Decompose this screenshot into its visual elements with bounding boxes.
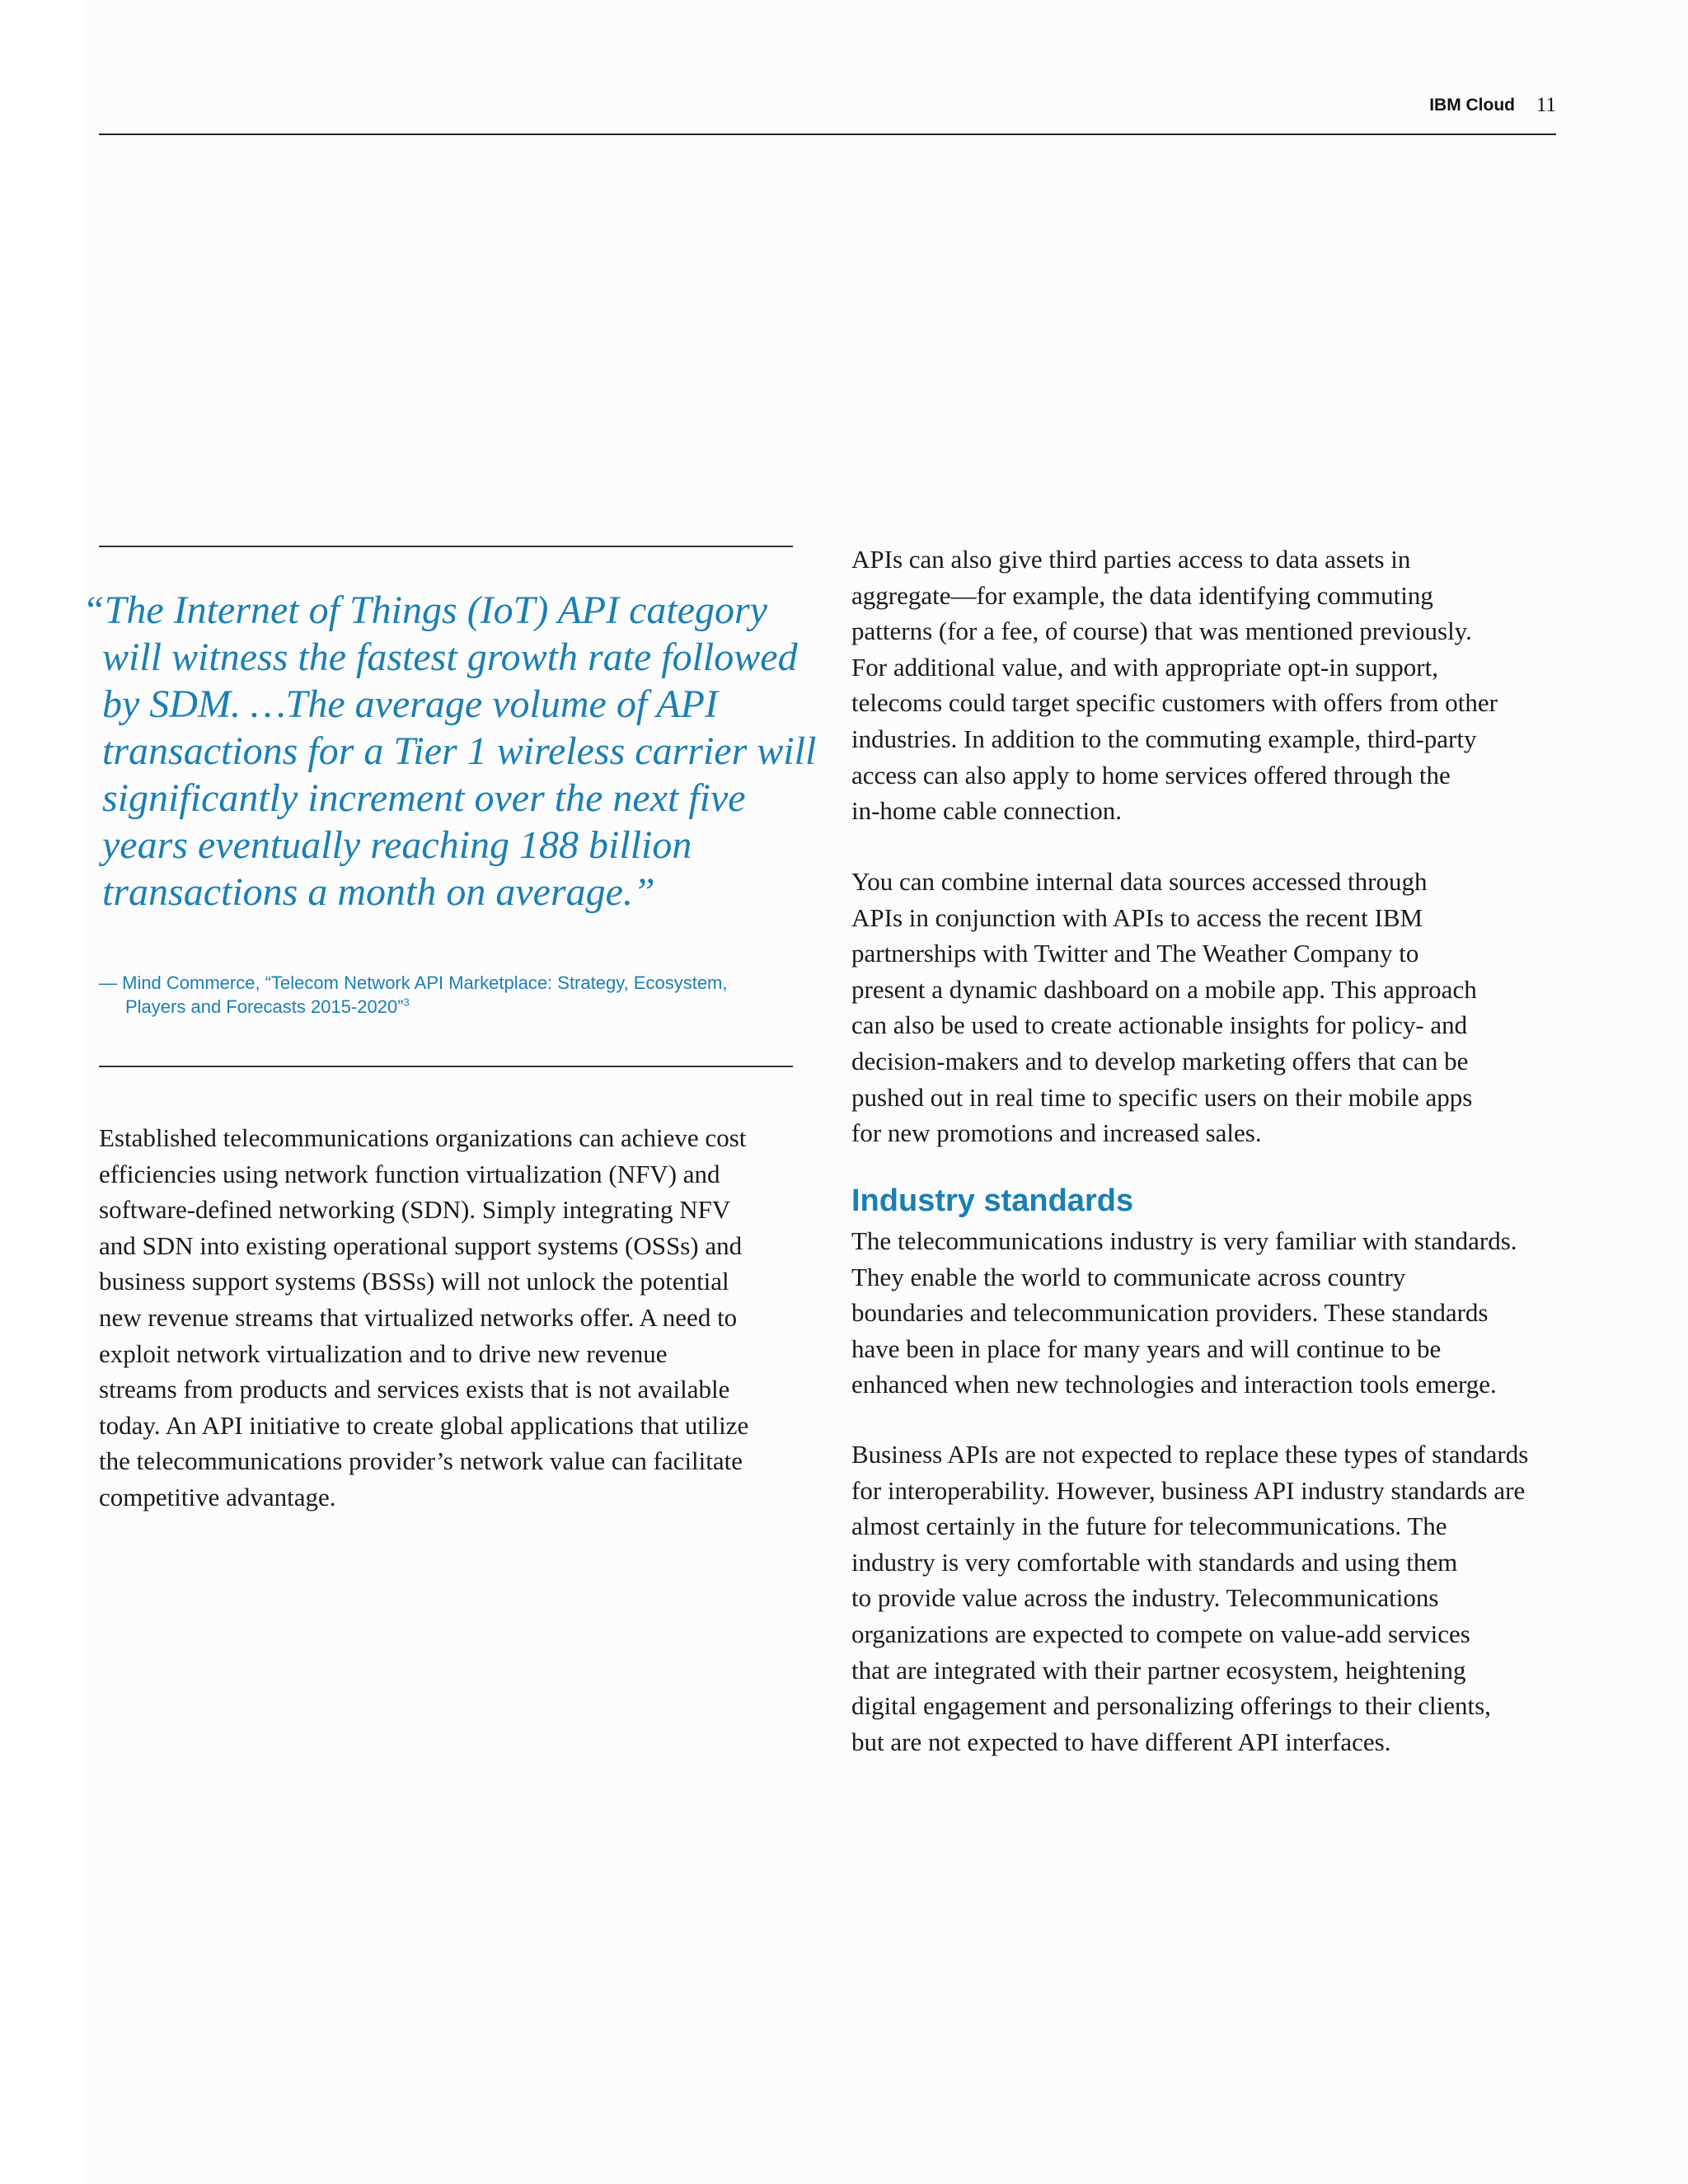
text-line: industry is very comfortable with standards and using them [851, 1547, 1458, 1577]
text-line: efficiencies using network function virtualization (NFV) and [99, 1159, 720, 1188]
quote-line: transactions for a Tier 1 wireless carrier will [102, 729, 817, 773]
text-line: The telecommunications industry is very familiar with standards. [851, 1226, 1517, 1255]
page-header [99, 92, 1556, 135]
quote-bottom-rule [99, 1066, 793, 1067]
attribution-text: Players and Forecasts 2015-2020” [125, 996, 404, 1017]
text-line: APIs can also give third parties access to data assets in [851, 545, 1411, 574]
text-line: exploit network virtualization and to drive new revenue [99, 1338, 668, 1368]
text-line: for new promotions and increased sales. [851, 1118, 1262, 1148]
text-line: the telecommunications provider’s network value can facilitate [99, 1446, 743, 1476]
text-line: and SDN into existing operational support systems (OSSs) and [99, 1230, 743, 1260]
text-line: For additional value, and with appropriate opt-in support, [851, 652, 1438, 682]
section-heading: Industry standards [851, 1183, 1134, 1218]
text-line: telecoms could target specific customers with offers from other [851, 688, 1498, 718]
attribution-line: — Mind Commerce, “Telecom Network API Marketplace: Strategy, Ecosystem, [99, 972, 728, 993]
attribution-line [99, 995, 758, 1019]
quote-line: years eventually reaching 188 billion [102, 823, 692, 867]
text-line: business support systems (BSSs) will not unlock the potential [99, 1267, 729, 1296]
text-line: They enable the world to communicate across country [851, 1262, 1406, 1291]
text-line: aggregate—for example, the data identifying commuting [851, 580, 1433, 610]
text-line: enhanced when new technologies and interaction tools emerge. [851, 1370, 1497, 1399]
quote-line: “The Internet of Things (IoT) API category [82, 588, 768, 632]
quote-line: transactions a month on average.” [102, 870, 655, 914]
text-line: have been in place for many years and will continue to be [851, 1333, 1442, 1363]
footnote-marker: 3 [403, 996, 410, 1009]
text-line: partnerships with Twitter and The Weather Company to [851, 939, 1419, 968]
quote-line: will witness the fastest growth rate followed [102, 635, 798, 679]
text-line: but are not expected to have different API interfaces. [851, 1727, 1391, 1756]
left-paragraph [99, 1120, 824, 1516]
text-line: software-defined networking (SDN). Simply integrating NFV [99, 1195, 731, 1225]
text-line: access can also apply to home services offered through the [851, 760, 1451, 790]
text-line: to provide value across the industry. Telecommunications [851, 1583, 1439, 1613]
page-number: 11 [1536, 94, 1556, 116]
text-line: streams from products and services exists that is not available [99, 1375, 730, 1404]
text-line: competitive advantage. [99, 1482, 336, 1511]
text-line: Business APIs are not expected to replace these types of standards [851, 1440, 1529, 1469]
text-line: organizations are expected to compete on value-add services [851, 1619, 1470, 1648]
text-line: industries. In addition to the commuting example, third-party [851, 724, 1477, 753]
right-paragraph-1 [851, 541, 1577, 829]
text-line: in-home cable connection. [851, 796, 1122, 826]
text-line: Established telecommunications organizations can achieve cost [99, 1123, 747, 1152]
quote-line: by SDM. …The average volume of API [102, 682, 718, 726]
quote-line: significantly increment over the next five [102, 776, 746, 820]
quote-top-rule [99, 546, 793, 547]
text-line: pushed out in real time to specific users on their mobile apps [851, 1082, 1473, 1112]
text-line: almost certainly in the future for telecommunications. The [851, 1511, 1447, 1541]
text-line: new revenue streams that virtualized networks offer. A need to [99, 1302, 738, 1332]
text-line: for interoperability. However, business API industry standards are [851, 1475, 1526, 1505]
right-paragraph-3 [851, 1223, 1577, 1403]
pull-quote [82, 587, 817, 916]
text-line: digital engagement and personalizing offerings to their clients, [851, 1691, 1491, 1721]
header-brand: IBM Cloud [1429, 96, 1515, 115]
text-line: APIs in conjunction with APIs to access the recent IBM [851, 902, 1423, 932]
text-line: present a dynamic dashboard on a mobile app. This approach [851, 974, 1477, 1004]
text-line: decision-makers and to develop marketing offers that can be [851, 1046, 1469, 1076]
right-paragraph-4 [851, 1436, 1577, 1760]
quote-attribution [99, 971, 758, 1019]
right-paragraph-2 [851, 864, 1577, 1151]
text-line: You can combine internal data sources accessed through [851, 867, 1428, 896]
text-line: boundaries and telecommunication providers. These standards [851, 1298, 1489, 1328]
text-line: patterns (for a fee, of course) that was mentioned previously. [851, 616, 1472, 646]
text-line: that are integrated with their partner ecosystem, heightening [851, 1655, 1466, 1685]
text-line: can also be used to create actionable insights for policy- and [851, 1010, 1468, 1040]
text-line: today. An API initiative to create global applications that utilize [99, 1410, 749, 1440]
